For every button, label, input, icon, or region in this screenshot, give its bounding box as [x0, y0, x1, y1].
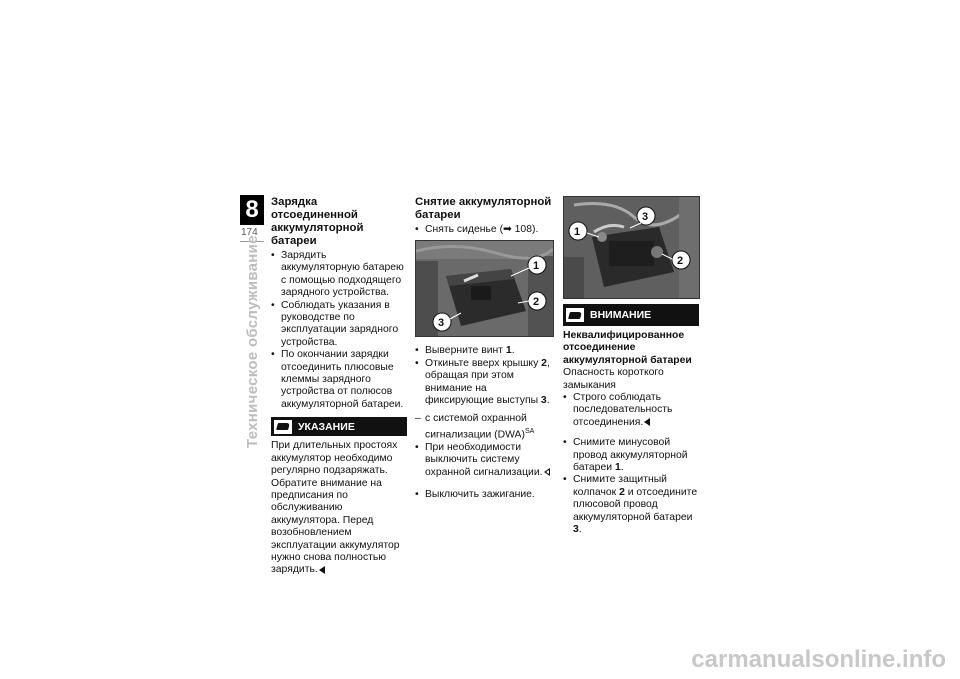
column-charging: [271, 196, 407, 577]
page-reference-arrow-icon: ➡: [503, 224, 512, 235]
hand-warning-icon: [566, 308, 584, 322]
callout-2: 2: [533, 296, 540, 309]
chapter-number: 8: [240, 195, 264, 225]
list-item: • Зарядить аккумуляторную батарею с помощью подходящего зарядного устройства.: [271, 250, 407, 300]
list-item: • Выверните винт 1.: [415, 345, 552, 357]
column-removal: [415, 196, 552, 501]
section-heading-charging: Зарядка отсоединенной аккумуляторной батареи: [271, 196, 364, 247]
battery-cover-photo: [415, 240, 554, 337]
notice-label: УКАЗАНИЕ: [298, 420, 355, 433]
callout-3: 3: [642, 211, 649, 223]
list-item: • Строго соблюдать последовательность отсоединения.: [563, 392, 699, 429]
warning-text: Опасность короткого замыкания: [563, 367, 664, 391]
watermark: carmanualsonline.info: [691, 646, 946, 673]
list-item: • Выключить зажигание.: [415, 489, 552, 501]
list-item: • При необходимости выключить систему охранной сигнализации.: [415, 442, 552, 479]
warning-label: ВНИМАНИЕ: [590, 308, 652, 321]
end-of-note-icon: [644, 418, 650, 426]
list-item: • По окончании зарядки отсоединить плюсовые клеммы зарядного устройства от полюсов аккумуляторной батареи.: [271, 349, 407, 411]
list-item: • Соблюдать указания в руководстве по эксплуатации зарядного устройства.: [271, 300, 407, 350]
end-of-note-icon: [319, 566, 325, 574]
list-item: • Снять сиденье (➡ 108).: [415, 224, 552, 236]
battery-terminals-photo: [563, 196, 700, 299]
list-item: • Снимите защитный колпачок 2 и отсоедините плюсовой провод аккумуляторной батареи 3.: [563, 474, 699, 536]
hand-notice-icon: [274, 420, 292, 434]
notice-bar: [271, 417, 407, 436]
callout-1: 1: [574, 226, 581, 238]
callout-2: 2: [677, 255, 684, 267]
charging-steps: [271, 250, 407, 411]
warning-heading: Неквалифицированное отсоединение аккумуляторной батареи: [563, 330, 692, 366]
column-disconnect: [563, 196, 699, 537]
chapter-side-title: Техническое обслуживание: [244, 235, 261, 448]
callout-3: 3: [438, 317, 445, 330]
warning-bar: [563, 304, 699, 326]
section-heading-removal: Снятие аккумуляторной батареи: [415, 196, 552, 221]
callout-1: 1: [533, 260, 540, 273]
condition-item: – с системой охранной сигнализации (DWA)$^{SA}$: [415, 413, 552, 441]
notice-text: При длительных простоях аккумулятор необходимо регулярно подзаряжать. Обратите внимание на предписания по обслуживанию аккумулятора. Перед возобновлением эксплуатации аккумулятор нужно снова полностью зарядить.: [271, 440, 400, 576]
end-of-condition-icon: [544, 468, 550, 476]
list-item: • Снимите минусовой провод аккумуляторной батареи 1.: [563, 437, 699, 474]
list-item: • Откиньте вверх крышку 2, обращая при этом внимание на фиксирующие выступы 3.: [415, 358, 552, 408]
page-number: 174: [241, 227, 258, 238]
